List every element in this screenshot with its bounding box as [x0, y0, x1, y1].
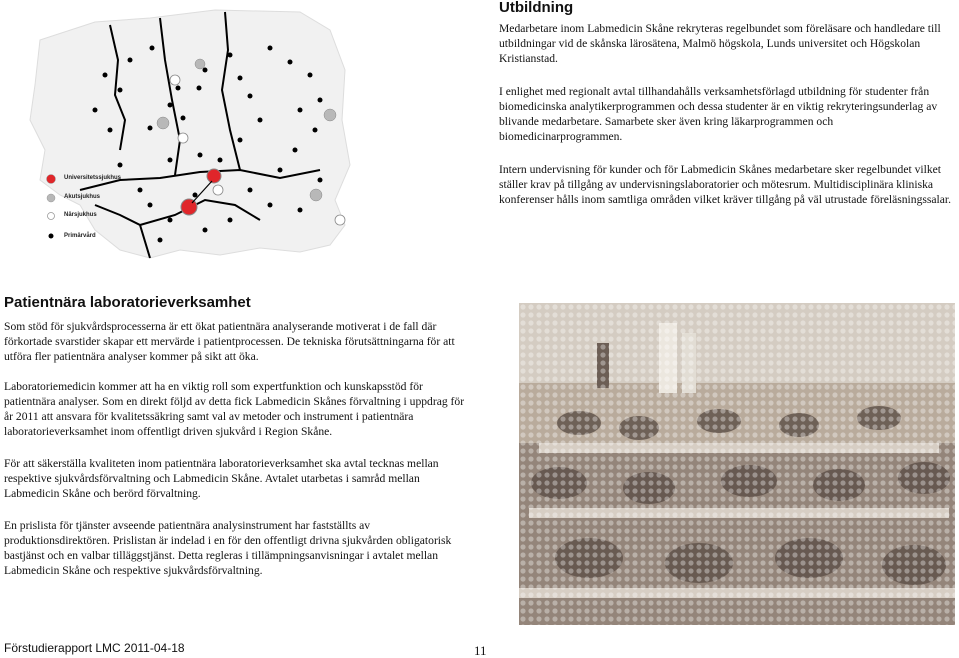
patientnara-paragraph-4: En prislista för tjänster avseende patientnära analysinstrument har fastställts av produktionsdirektören. Prislistan är indelad i en för den offentligt drivna sjukvården obligatorisk bastjänst och en valbar tilläggstjänst. Detta regleras i tillämpningsanvisningar i avtalet mellan Labmedicin Skåne och respektive sjukvårdsförvaltning. — [4, 519, 452, 577]
patientnara-section — [4, 294, 466, 578]
legend-gray-dot — [47, 194, 55, 202]
legend-label-primarvard: Primärvård — [64, 233, 96, 239]
patientnara-paragraph-1: Som stöd för sjukvårdsprocesserna är ett ökat patientnära analyserande motiverat i de fall där förkortade svarstider skapar ett mervärde i patientprocessen. De tekniska förutsättningarna för att utföra fler patientnära analyser kommer på sikt att öka. — [4, 320, 455, 363]
map-svg — [0, 0, 360, 270]
utbildning-paragraph-1: Medarbetare inom Labmedicin Skåne rekryteras regelbundet som föreläsare och handledare till utbildningar vid de skånska lärosätena, Malmö högskola, Lunds universitet och Högskolan Kristianstad. — [499, 22, 941, 65]
patientnara-heading: Patientnära laboratorieverksamhet — [4, 294, 251, 311]
legend-white-dot — [48, 213, 55, 220]
footer-report-title: Förstudierapport LMC 2011-04-18 — [4, 641, 185, 655]
legend-label-narsjukhus: Närsjukhus — [64, 212, 97, 218]
page-number: 11 — [474, 643, 487, 658]
lecture-hall-photo — [519, 303, 955, 625]
map-land — [30, 10, 350, 258]
utbildning-paragraph-3: Intern undervisning för kunder och för Labmedicin Skånes medarbetare sker regelbundet vilket ställer krav på tillgång av undervisningslaboratorier och mötesrum. Multidisciplinära kliniska konferenser hålls inom samtliga områden vilket kräver tillgång på väl utrustade föreläsningssalar. — [499, 163, 952, 206]
skane-map — [0, 0, 360, 270]
legend-black-dot — [49, 234, 54, 239]
patientnara-paragraph-3: För att säkerställa kvaliteten inom patientnära laboratorieverksamhet ska avtal tecknas mellan respektive sjukvårdsförvaltning och Labmedicin Skåne. Avtalet utarbetas i samråd mellan Labmedicin Skåne och berörd förvaltning. — [4, 457, 439, 500]
legend-label-akutsjukhus: Akutsjukhus — [64, 194, 101, 200]
patientnara-paragraph-2: Laboratoriemedicin kommer att ha en viktig roll som expertfunktion och kunskapsstöd för patientnära analyser. Som en direkt följd av detta fick Labmedicin Skånes förvaltning i uppdrag för år 2011 att ansvara för kvalitetssäkring samt val av metoder och instrument i patientnära laboratorieverksamhet inom offentligt driven sjukvård i Region Skåne. — [4, 380, 465, 438]
lecture-hall-photo-svg — [519, 303, 955, 625]
utbildning-heading: Utbildning — [499, 0, 574, 16]
legend-red-dot — [47, 175, 56, 184]
legend-label-universitetssjukhus: Universitetssjukhus — [64, 175, 122, 181]
utbildning-paragraph-2: I enlighet med regionalt avtal tillhandahålls verksamhetsförlagd utbildning för studenter från biomedicinska analytikerprogrammen och dessa studenter är en viktig rekryteringsunderlag av blivande medarbetare. Samarbete sker även kring läkarprogrammen och biomedicinarprogrammen. — [499, 85, 938, 143]
utbildning-section — [499, 0, 957, 207]
